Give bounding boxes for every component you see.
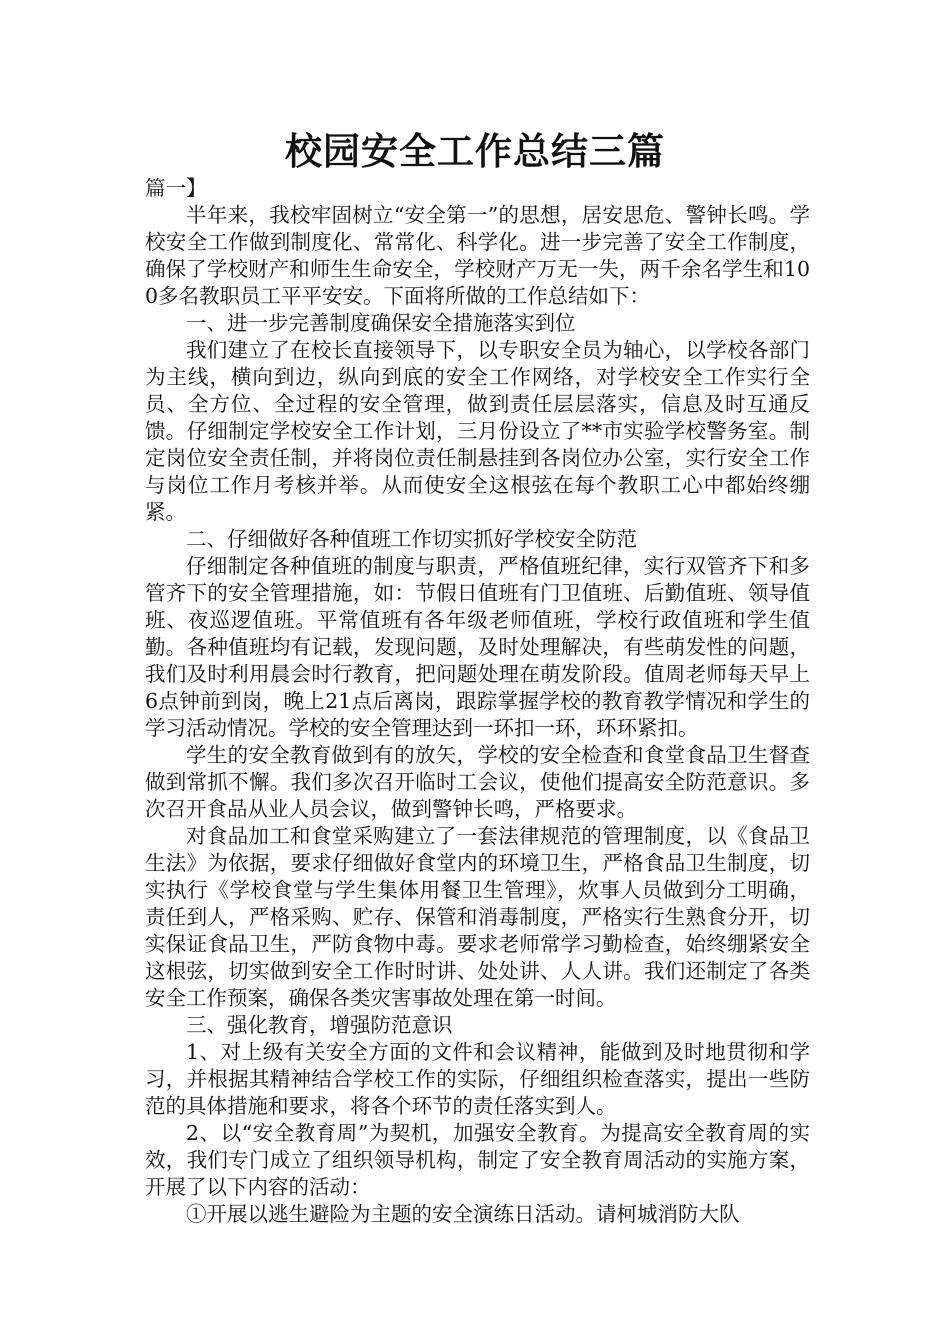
subheading-one: 一、进一步完善制度确保安全措施落实到位 [186,311,576,335]
document-body [145,175,810,1228]
paragraph: 2、以“安全教育周”为契机，加强安全教育。为提高安全教育周的实效，我们专门成立了组织领导机构，制定了安全教育周活动的实施方案，开展了以下内容的活动： [145,1121,810,1199]
paragraph-intro: 半年来，我校牢固树立“安全第一”的思想，居安思危、警钟长鸣。学校安全工作做到制度化、常常化、科学化。进一步完善了安全工作制度，确保了学校财产和师生生命安全，学校财产万无一失，两千余名学生和100多名教职员工平平安安。下面将所做的工作总结如下： [145,203,810,308]
paragraph: 对食品加工和食堂采购建立了一套法律规范的管理制度，以《食品卫生法》为依据，要求仔细做好食堂内的环境卫生，严格食品卫生制度，切实执行《学校食堂与学生集体用餐卫生管理》，炊事人员做到分工明确，责任到人，严格采购、贮存、保管和消毒制度，严格实行生熟食分开，切实保证食品卫生，严防食物中毒。要求老师常学习勤检查，始终绷紧安全这根弦，切实做到安全工作时时讲、处处讲、人人讲。我们还制定了各类安全工作预案，确保各类灾害事故处理在第一时间。 [145,824,810,1010]
subheading-two: 二、仔细做好各种值班工作切实抓好学校安全防范 [186,527,637,551]
paragraph: ①开展以逃生避险为主题的安全演练日活动。请柯城消防大队 [186,1202,740,1226]
paragraph: 仔细制定各种值班的制度与职责，严格值班纪律，实行双管齐下和多管齐下的安全管理措施，如：节假日值班有门卫值班、后勤值班、领导值班、夜巡逻值班。平常值班有各年级老师值班，学校行政值班和学生值勤。各种值班均有记载，发现问题，及时处理解决，有些萌发性的问题，我们及时利用晨会时行教育，把问题处理在萌发阶段。值周老师每天早上6点钟前到岗，晚上21点后离岗，跟踪掌握学校的教育教学情况和学生的学习活动情况。学校的安全管理达到一环扣一环，环环紧扣。 [145,554,810,740]
paragraph: 学生的安全教育做到有的放矢，学校的安全检查和食堂食品卫生督查做到常抓不懈。我们多次召开临时工会议，使他们提高安全防范意识。多次召开食品从业人员会议，做到警钟长鸣，严格要求。 [145,743,810,821]
subheading-three: 三、强化教育，增强防范意识 [186,1013,453,1037]
section-heading-part-one: 篇一】 [145,176,207,200]
paragraph: 我们建立了在校长直接领导下，以专职安全员为轴心，以学校各部门为主线，横向到边，纵向到底的安全工作网络，对学校安全工作实行全员、全方位、全过程的安全管理，做到责任层层落实，信息及时互通反馈。仔细制定学校安全工作计划，三月份设立了**市实验学校警务室。制定岗位安全责任制，并将岗位责任制悬挂到各岗位办公室，实行安全工作与岗位工作月考核并举。从而使安全这根弦在每个教职工心中都始终绷紧。 [145,338,810,524]
document-title: 校园安全工作总结三篇 [285,130,665,173]
paragraph: 1、对上级有关安全方面的文件和会议精神，能做到及时地贯彻和学习，并根据其精神结合学校工作的实际，仔细组织检查落实，提出一些防范的具体措施和要求，将各个环节的责任落实到人。 [145,1040,810,1118]
